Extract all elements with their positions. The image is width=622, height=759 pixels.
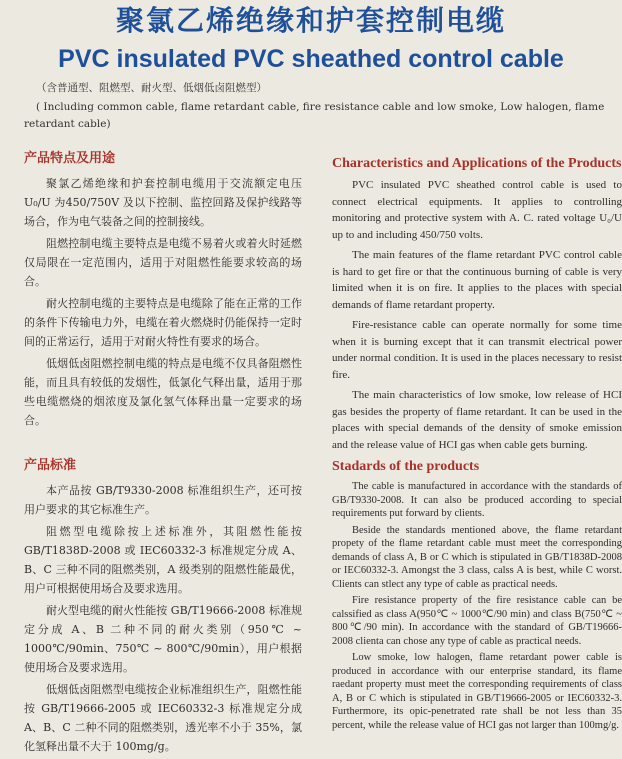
page-title-en: PVC insulated PVC sheathed control cable (58, 45, 564, 73)
standards-en-section (332, 458, 622, 735)
features-paragraph-en: Fire-resistance cable can operate normally for some time when it is burning except that it can transmit electrical power under normal condition. It is used in the places necessary to resist fire. (332, 319, 622, 381)
standards-paragraph-cn: 本产品按 GB/T9330-2008 标准组织生产，还可按用户要求的其它标准生产。 (24, 484, 302, 516)
standards-paragraph-en: Beside the standards mentioned above, the flame retardant propety of the flame retardant cable must meet the corresponding demands of class A, B or C which is stipulated in GB/T1838D-2008 or IEC60332-3. Amongst the 3 class, calss A is best, while C worst. Clients can stlect any type of cable as practical needs. (332, 524, 622, 590)
standards-heading-cn: 产品标准 (24, 458, 77, 473)
features-paragraph-cn: 阻燃控制电缆主要特点是电缆不易着火或着火时延燃仅局限在一定范围内，适用于对阻燃性能要求较高的场合。 (24, 237, 302, 288)
standards-heading-en: Stadards of the products (332, 459, 480, 474)
standards-cn-section (24, 457, 302, 759)
features-en-section (332, 155, 622, 457)
standards-paragraph-cn: 阻燃型电缆除按上述标准外，其阻燃性能按 GB/T1838D-2008 或 IEC60332-3 标准规定分成 A、B、C 三种不同的阻燃类别，A 级类别的阻燃性能最优，用户可根据使用场合及要求选用。 (24, 525, 302, 595)
page-title-cn: 聚氯乙烯绝缘和护套控制电缆 (115, 4, 506, 37)
features-paragraph-cn: 耐火控制电缆的主要特点是电缆除了能在正常的工作的条件下传输电力外，电缆在着火燃烧时仍能保持一定时间的正常运行，适用于对耐火特性有要求的场合。 (24, 297, 302, 348)
standards-paragraph-cn: 耐火型电缆的耐火性能按 GB/T19666-2008 标准规定分成 A、B 二种不同的耐火类别（950℃ ~ 1000℃/90min、750℃ ~ 800℃/90min），用户根据使用场合及要求选用。 (24, 604, 302, 674)
standards-paragraph-en: Low smoke, low halogen, flame retardant power cable is produced in accordance with our enterprise standard, its flame raedant property must meet the corresponding requirements of class A, B or C which is stipulated in GB/T19666-2005 or IEC60332-3. Furthermore, its opic-penetrated rate shall be not less than 35 percent, while the release value of HCI gas not larger than 100mg/g. (332, 652, 622, 731)
standards-paragraph-en: Fire resistance property of the fire resistance cable can be calssified as class A(950℃ ~ 1000℃/90 min) and class B(750℃ ~ 800℃/90 min). In accordance with the standard of GB/T19666-2008 clienta can chose any type of cable as practical needs. (332, 595, 622, 647)
features-heading-cn: 产品特点及用途 (24, 151, 116, 166)
features-paragraph-en: PVC insulated PVC sheathed control cable is used to connect electrical equipments. It applies to controlling monitoring and protective system with A. C. rated voltage U₀/U up to and including 450/750 volts. (332, 179, 622, 241)
subtitle-cn: （含普通型、阻燃型、耐火型、低烟低卤阻燃型） (36, 82, 267, 94)
subtitle-en-line2: retardant cable) (24, 118, 111, 130)
features-paragraph-en: The main features of the flame retardant PVC control cable is hard to get fire or that the continuous burning of cable is very limited when it is on fire. It applies to the places with special demands of flame retardant property. (332, 249, 622, 311)
features-paragraph-cn: 聚氯乙烯绝缘和护套控制电缆用于交流额定电压U₀/U 为450/750V 及以下控制、监控回路及保护线路等场合，作为电气装备之间的控制接线。 (24, 177, 302, 228)
features-heading-en: Characteristics and Applications of the Products (332, 156, 622, 171)
features-paragraph-en: The main characteristics of low smoke, low release of HCI gas besides the property of flame retardant. It can be used in the places with special demands of the density of smoke emission and the release value of HCI gas when cable gets burning. (332, 389, 622, 451)
standards-paragraph-cn: 低烟低卤阻燃型电缆按企业标准组织生产，阻燃性能按 GB/T19666-2005 或 IEC60332-3 标准规定分成 A、B、C 二种不同的阻燃类别，透光率不小于 35%，氯化氢释出量不大于 100mg/g。 (24, 683, 302, 753)
features-cn-section (24, 150, 302, 433)
features-paragraph-cn: 低烟低卤阻燃控制电缆的特点是电缆不仅具备阻燃性能，而且具有较低的发烟性，低氯化气释出量，适用于那些电缆燃烧的烟浓度及氯化氢气体释出量一定要求的场合。 (24, 357, 302, 427)
standards-paragraph-en: The cable is manufactured in accordance with the standards of GB/T9330-2008. It can also be produced according to special requirements put forward by clients. (332, 481, 622, 519)
subtitle-en-line1: ( Including common cable, flame retardant cable, fire resistance cable and low smoke, Low halogen, flame (36, 101, 605, 113)
